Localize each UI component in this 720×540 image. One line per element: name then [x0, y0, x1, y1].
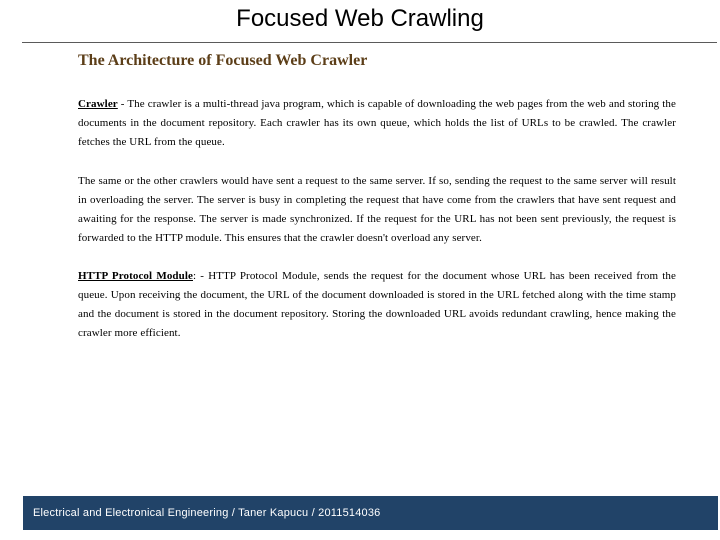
title-divider [22, 42, 717, 43]
section-heading: The Architecture of Focused Web Crawler [78, 52, 368, 69]
paragraph-server-text: The same or the other crawlers would have sent a request to the same server. If so, sending the request to the same server will result in overloading the server. The server is busy in completing the request that have come from the crawlers that have sent request and awaiting for the response. The server is made synchronized. If the request for the URL has not been sent previously, the request is forwarded to the HTTP module. This ensures that the crawler doesn't overload any server. [78, 175, 676, 244]
term-crawler: Crawler [78, 98, 118, 110]
paragraph-http-module-text: : - HTTP Protocol Module, sends the request for the document whose URL has been received from the queue. Upon receiving the document, the URL of the document downloaded is stored in the URL fetched along with the time stamp and the document is stored in the document repository. Storing the downloaded URL avoids redundant crawling, hence making the crawler more efficient. [78, 270, 676, 339]
slide-title: Focused Web Crawling [236, 5, 484, 32]
footer-bar [23, 496, 718, 530]
footer-text: Electrical and Electronical Engineering / Taner Kapucu / 2011514036 [33, 507, 381, 519]
paragraph-crawler [78, 95, 676, 152]
paragraph-server [78, 172, 676, 248]
paragraph-http-module [78, 267, 676, 343]
term-http-protocol-module: HTTP Protocol Module [78, 270, 193, 282]
paragraph-crawler-text: - The crawler is a multi-thread java program, which is capable of downloading the web pages from the web and storing the documents in the document repository. Each crawler has its own queue, which holds the list of URLs to be crawled. The crawler fetches the URL from the queue. [78, 98, 676, 148]
